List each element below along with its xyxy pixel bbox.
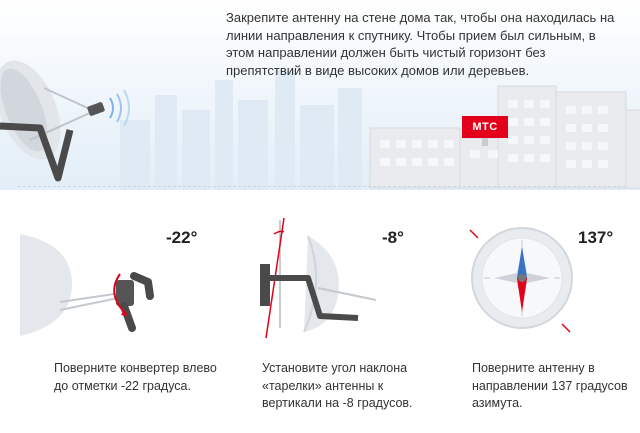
scene-ground-line	[18, 186, 626, 187]
tilt-angle: -8°	[382, 228, 404, 247]
step-azimuth	[440, 214, 628, 424]
mts-sign: МТС	[462, 116, 508, 138]
satellite-dish-illustration	[0, 51, 129, 178]
step-dish-tilt	[228, 214, 413, 424]
azimuth-caption: Поверните антенну в направлении 137 градусов азимута.	[472, 361, 628, 410]
converter-caption: Поверните конвертер влево до отметки -22 градуса.	[54, 361, 217, 393]
step-converter-rotation	[20, 214, 217, 424]
converter-illustration	[20, 224, 180, 344]
intro-text: Закрепите антенну на стене дома так, чтобы она находилась на линии направления к спутнику. Чтобы прием был сильным, в этом направлении должен быть чистый горизонт без препятствий в виде высоких домов или деревьев.	[226, 10, 615, 78]
converter-angle: -22°	[166, 228, 198, 247]
dish-tilt-illustration	[228, 216, 388, 341]
tilt-caption: Установите угол наклона «тарелки» антенны к вертикали на -8 градусов.	[262, 361, 413, 410]
azimuth-angle: 137°	[578, 228, 614, 247]
